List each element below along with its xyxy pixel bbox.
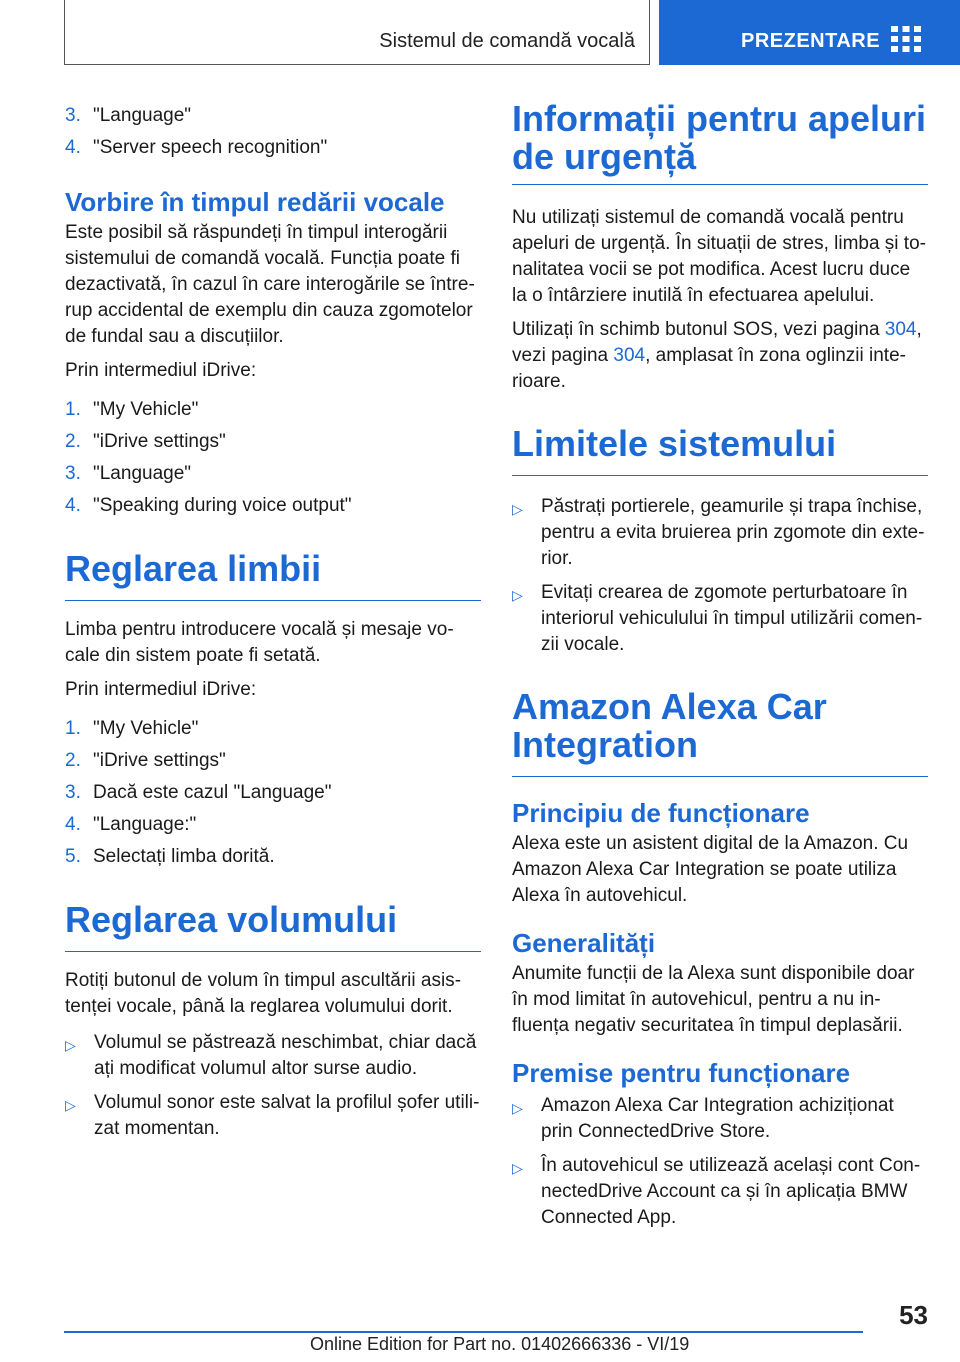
page-number: 53	[899, 1300, 928, 1330]
bullet-list	[512, 494, 928, 658]
paragraph: Prin intermediul iDrive:	[65, 679, 257, 700]
list-item: 4. "Language:"	[65, 814, 197, 835]
heading-principiu: Principiu de funcționare	[512, 798, 810, 828]
heading-reglarea-volumului: Reglarea volumului	[65, 901, 481, 952]
triangle-bullet-icon: ▷	[512, 1100, 523, 1116]
bullet-list	[65, 1030, 481, 1142]
heading-limitele-sistemului: Limitele sistemului	[512, 425, 928, 476]
list-item: 4. "Speaking during voice output"	[65, 495, 352, 516]
paragraph: Nu utilizați sistemul de comandă vocală pentru apeluri de urgență. În situații de stres, limba și tonalitatea vocii se pot modifica. Acest lucru duce la o întârziere inutilă în efectuarea apelului.	[512, 207, 926, 306]
list-item: ▷ Evitați crearea de zgomote perturbatoare în interiorul vehiculului în timpul utilizării comenzii vocale.	[512, 580, 928, 658]
steps-list	[65, 713, 481, 873]
paragraph: Utilizați în schimb butonul SOS, vezi pagina 304, vezi pagina 304, amplasat în zona oglinzii interioare.	[512, 319, 922, 392]
header-section-box	[64, 0, 650, 65]
header-chapter-label[interactable]: PREZENTARE	[741, 30, 881, 52]
paragraph: Rotiți butonul de volum în timpul ascultării asistenței vocale, până la reglarea volumului dorit.	[65, 970, 462, 1017]
list-item: 3. "Language"	[65, 105, 192, 126]
list-item: ▷ Volumul sonor este salvat la profilul șofer utilizat momentan.	[65, 1090, 481, 1142]
footer-divider	[64, 1331, 863, 1333]
triangle-bullet-icon: ▷	[65, 1097, 76, 1113]
list-item: 3. Dacă este cazul "Language"	[65, 782, 332, 803]
list-item: 5. Selectați limba dorită.	[65, 846, 275, 867]
paragraph: Anumite funcții de la Alexa sunt disponibile doar în mod limitat în autovehicul, pentru a nu influența negativ securitatea în timpul deplasării.	[512, 963, 915, 1036]
left-column	[65, 100, 481, 1142]
header-section-title: Sistemul de comandă vocală	[379, 30, 635, 52]
list-item: 1. "My Vehicle"	[65, 399, 199, 420]
list-item: ▷ Amazon Alexa Car Integration achiziționat prin ConnectedDrive Store.	[512, 1093, 928, 1145]
paragraph: Limba pentru introducere vocală și mesaje vocale din sistem poate fi setată.	[65, 619, 454, 666]
list-item: 1. "My Vehicle"	[65, 718, 199, 739]
page-link[interactable]: 304	[613, 345, 646, 366]
triangle-bullet-icon: ▷	[65, 1037, 76, 1053]
list-item: ▷ În autovehicul se utilizează același cont ConnectedDrive Account ca și în aplicația BMW Connected App.	[512, 1153, 928, 1231]
paragraph: Alexa este un asistent digital de la Amazon. Cu Amazon Alexa Car Integration se poate utiliza Alexa în autovehicul.	[512, 833, 909, 906]
header-chapter-box[interactable]	[659, 0, 960, 65]
list-item: ▷ Volumul se păstrează neschimbat, chiar dacă ați modificat volumul altor surse audio.	[65, 1030, 481, 1082]
right-column	[512, 100, 928, 1231]
triangle-bullet-icon: ▷	[512, 587, 523, 603]
list-item: 4. "Server speech recognition"	[65, 137, 328, 158]
list-item: 2. "iDrive settings"	[65, 431, 226, 452]
bullet-list	[512, 1093, 928, 1231]
list-item: 3. "Language"	[65, 463, 192, 484]
steps-list-continued	[65, 100, 481, 164]
list-item: ▷ Păstrați portierele, geamurile și trapa închise, pentru a evita bruierea prin zgomote din exterior.	[512, 494, 928, 572]
list-item: 2. "iDrive settings"	[65, 750, 226, 771]
page-link[interactable]: 304	[884, 319, 917, 340]
triangle-bullet-icon: ▷	[512, 501, 523, 517]
heading-reglarea-limbii: Reglarea limbii	[65, 550, 481, 601]
triangle-bullet-icon: ▷	[512, 1160, 523, 1176]
footer-edition: Online Edition for Part no. 01402666336 - VI/19	[310, 1334, 690, 1354]
heading-amazon-alexa: Amazon Alexa Car Integration	[512, 688, 928, 777]
heading-generalitati: Generalități	[512, 928, 656, 958]
heading-informatii-urgenta: Informații pentru apeluri de urgență	[512, 100, 928, 185]
heading-vorbire: Vorbire în timpul redării vocale	[65, 187, 445, 217]
grid-icon[interactable]	[891, 26, 921, 52]
paragraph: Este posibil să răspundeți în timpul interogării sistemului de comandă vocală. Funcția poate fi dezactivată, în cazul în care interogările se întrerup accidental de exemplu din cauza zgomotelor de fundal sau a discuțiilor.	[65, 222, 475, 347]
heading-premise: Premise pentru funcționare	[512, 1058, 851, 1088]
steps-list	[65, 394, 481, 522]
paragraph: Prin intermediul iDrive:	[65, 360, 257, 381]
